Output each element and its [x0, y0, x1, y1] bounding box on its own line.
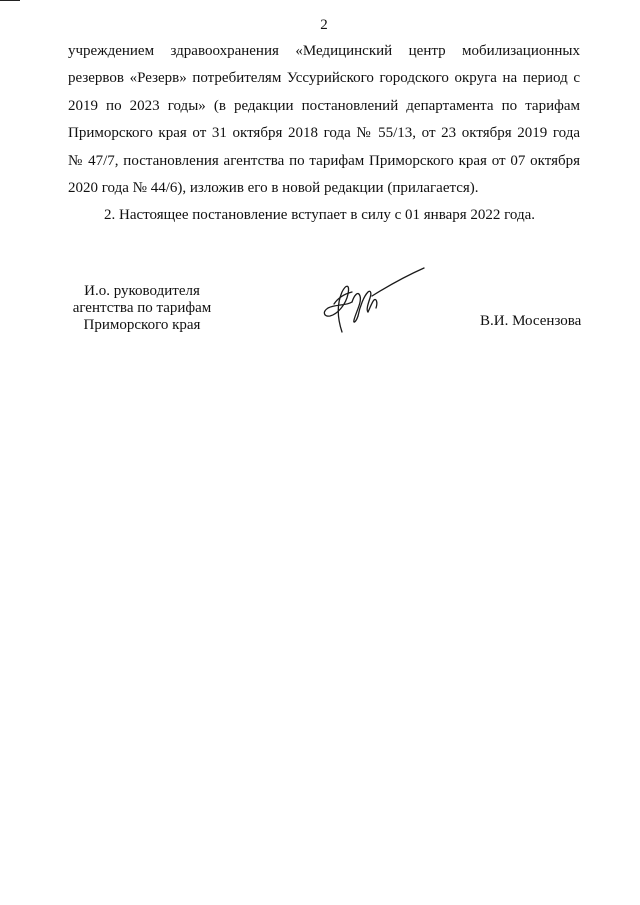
signatory-title-line-3: Приморского края	[83, 317, 201, 333]
paragraph1-line-5: № 47/7, постановления агентства по тарифам Приморского края от 07 октября	[68, 152, 580, 169]
paragraph1-line-1: учреждением здравоохранения «Медицинский центр мобилизационных	[68, 43, 580, 59]
paragraph1-line-6: 2020 года № 44/6), изложив его в новой редакции (прилагается).	[68, 180, 479, 197]
page-number: 2	[320, 17, 328, 33]
handwritten-signature	[312, 262, 432, 342]
signatory-title-line-2: агентства по тарифам	[72, 300, 212, 316]
paragraph1-line-4: Приморского края от 31 октября 2018 года № 55/13, от 23 октября 2019 года	[68, 125, 580, 142]
document-body	[68, 38, 580, 230]
signer-name: В.И. Мосензова	[480, 313, 582, 329]
signatory-title-line-1: И.о. руководителя	[84, 283, 200, 299]
paragraph2: 2. Настоящее постановление вступает в силу с 01 января 2022 года.	[104, 207, 536, 224]
scan-corner-mark	[0, 0, 20, 1]
signatory-title	[52, 283, 232, 334]
paragraph1-line-2: резервов «Резерв» потребителям Уссурийского городского округа на период с	[68, 70, 580, 87]
paragraph1-line-3: 2019 по 2023 годы» (в редакции постановлений департамента по тарифам	[68, 97, 580, 114]
